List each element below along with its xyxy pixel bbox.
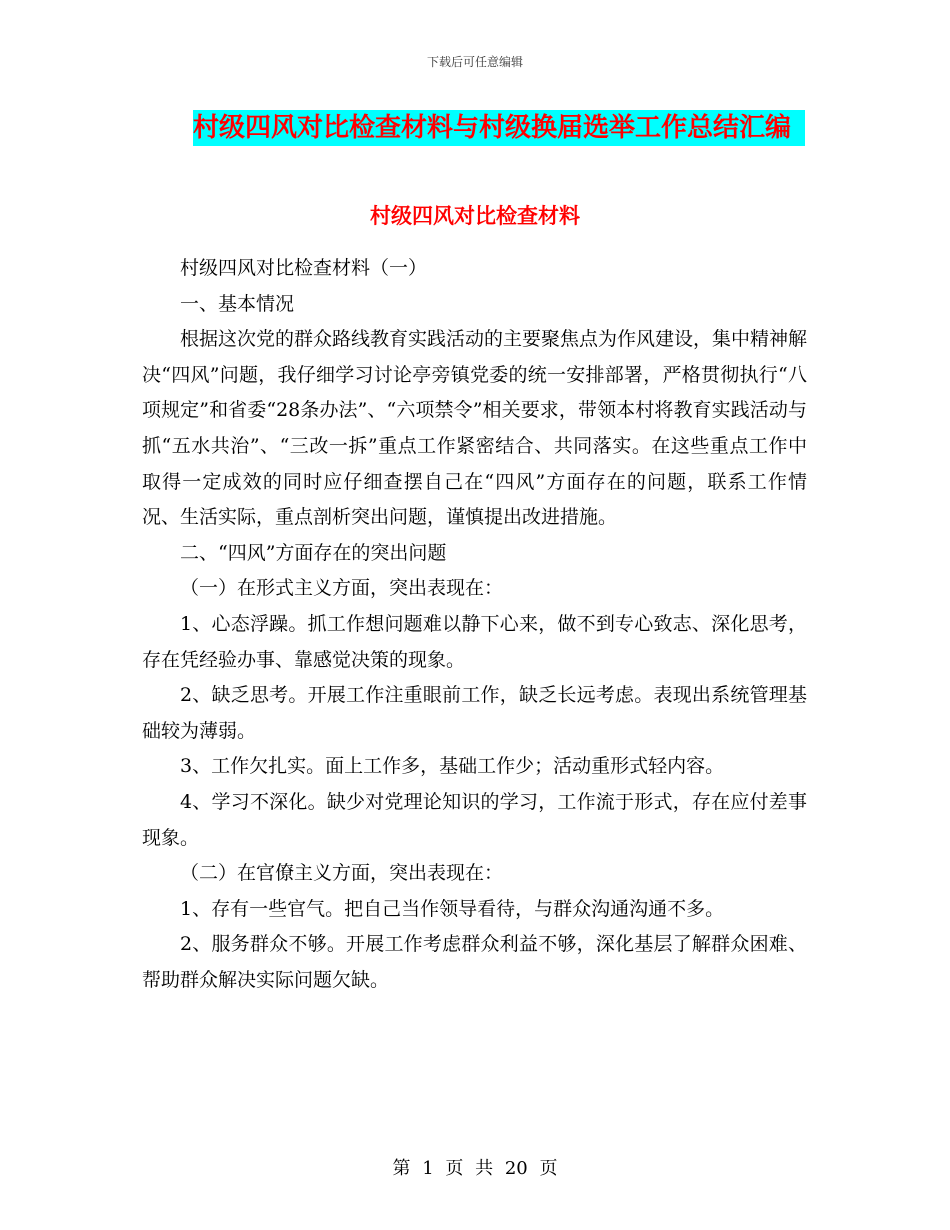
paragraph: （二）在官僚主义方面，突出表现在： [180,862,504,885]
paragraph: 1、存有一些官气。把自己当作领导看待，与群众沟通沟通不多。 [180,897,725,920]
paragraph: （一）在形式主义方面，突出表现在： [180,577,504,600]
paragraph: 一、基本情况 [180,292,295,315]
paragraph: 1、心态浮躁。抓工作想问题难以静下心来，做不到专心致志、深化思考，存在凭经验办事、靠感觉决策的现象。 [142,612,807,671]
paragraph: 二、“四风”方面存在的突出问题 [180,541,447,564]
document-body [142,251,807,998]
document-title: 村级四风对比检查材料与村级换届选举工作总结汇编 [193,110,805,146]
paragraph: 根据这次党的群众路线教育实践活动的主要聚焦点为作风建设，集中精神解决“四风”问题，我仔细学习讨论亭旁镇党委的统一安排部署，严格贯彻执行“八项规定”和省委“28条办法”、“六项禁令”相关要求，带领本村将教育实践活动与抓“五水共治”、“三改一拆”重点工作紧密结合、共同落实。在这些重点工作中取得一定成效的同时应仔细查摆自己在“四风”方面存在的问题，联系工作情况、生活实际，重点剖析突出问题，谨慎提出改进措施。 [142,328,808,529]
paragraph: 2、缺乏思考。开展工作注重眼前工作，缺乏长远考虑。表现出系统管理基础较为薄弱。 [142,684,807,742]
document-title-block [193,110,805,146]
paragraph: 4、学习不深化。缺少对党理论知识的学习，工作流于形式，存在应付差事现象。 [142,790,807,849]
paragraph: 3、工作欠扎实。面上工作多，基础工作少；活动重形式轻内容。 [180,755,725,778]
section-title: 村级四风对比检查材料 [370,204,580,228]
paragraph: 村级四风对比检查材料（一） [180,257,428,279]
page-number-footer: 第 1 页 共 20 页 [392,1158,558,1179]
paragraph: 2、服务群众不够。开展工作考虑群众利益不够，深化基层了解群众困难、帮助群众解决实际问题欠缺。 [142,933,807,991]
header-note: 下载后可任意编辑 [426,55,523,69]
